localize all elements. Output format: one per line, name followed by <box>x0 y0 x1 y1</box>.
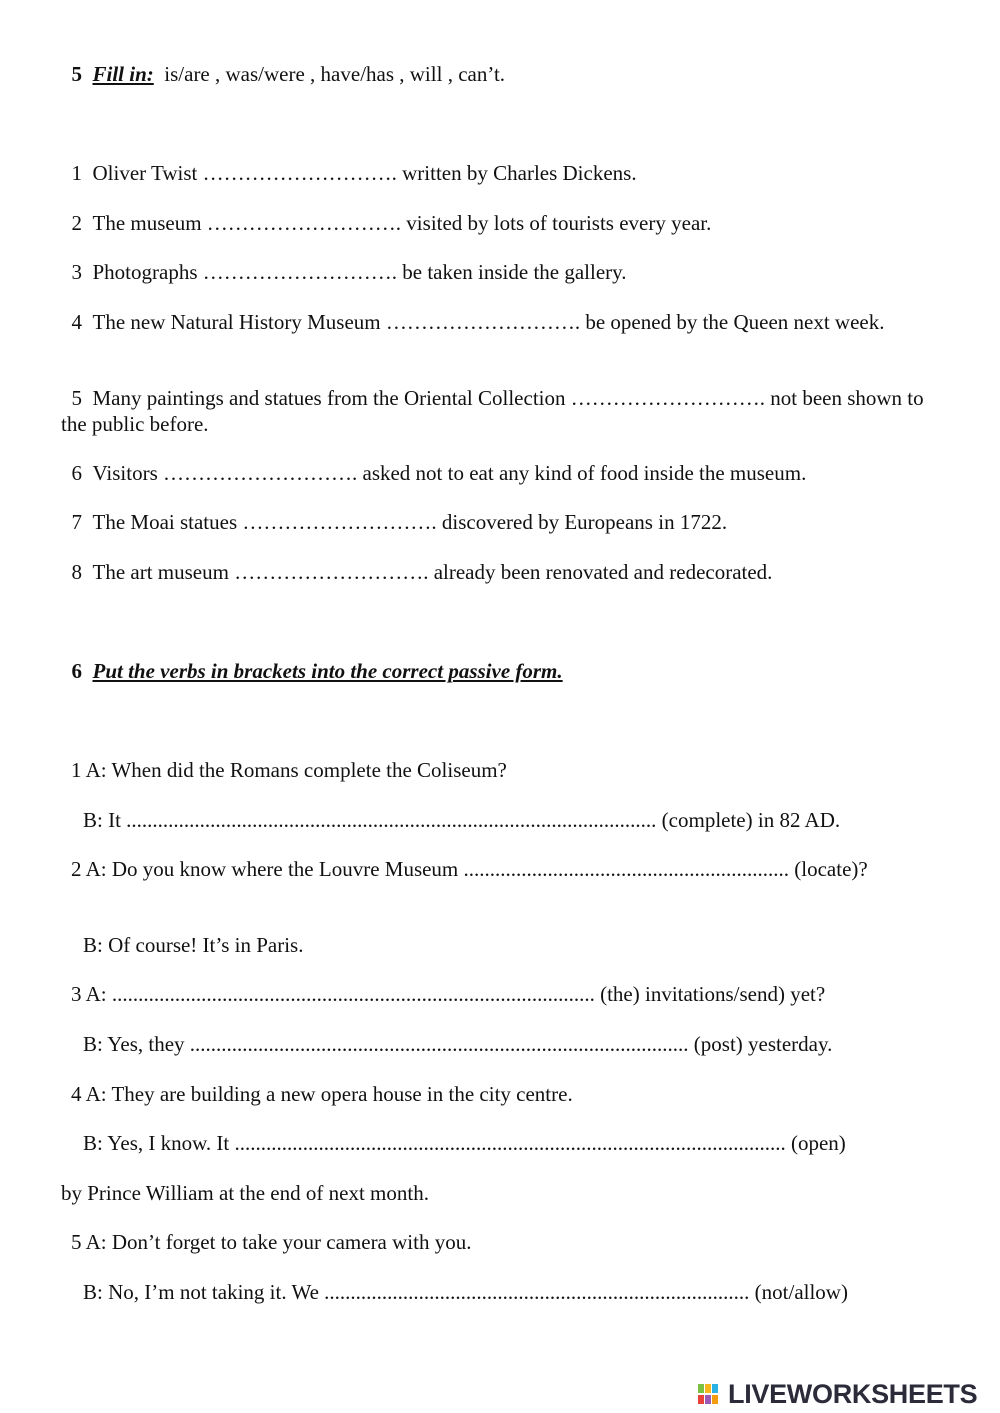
exercise-6-header <box>61 658 930 684</box>
ex5-item-number: 3 <box>71 260 82 284</box>
ex5-item <box>61 460 930 486</box>
ex5-item-number: 8 <box>71 560 82 584</box>
ex6-line: B: It ..................................................................................................... (complete) in 82 AD. <box>83 808 841 832</box>
ex6-line: B: Of course! It’s in Paris. <box>83 933 304 957</box>
ex6-line: B: Yes, they ............................................................................................... (post) yesterday. <box>83 1032 833 1056</box>
exercise-5-options: is/are , was/were , have/has , will , can’t. <box>164 62 506 86</box>
exercise-5-number: 5 <box>71 62 82 86</box>
ex6-line: 1 A: When did the Romans complete the Coliseum? <box>71 758 507 782</box>
ex5-item-text: Oliver Twist ………………………. written by Charles Dickens. <box>92 161 637 185</box>
exercise-5-header <box>61 61 930 87</box>
ex5-item-text: The art museum ………………………. already been renovated and redecorated. <box>92 560 773 584</box>
ex5-item-number: 5 <box>71 386 82 410</box>
ex5-item <box>61 309 930 335</box>
exercise-6-title: Put the verbs in brackets into the correct passive form. <box>92 659 563 683</box>
ex6-line: B: Yes, I know. It ......................................................................................................... (open) <box>83 1131 846 1155</box>
liveworksheets-logo-text: LIVEWORKSHEETS <box>728 1378 978 1409</box>
liveworksheets-logo-icon <box>698 1382 726 1406</box>
ex6-line: B: No, I’m not taking it. We ................................................................................. (not/allow) <box>83 1280 848 1304</box>
ex5-item-number: 2 <box>71 211 82 235</box>
ex5-item <box>61 509 930 535</box>
ex5-item-text: Photographs ………………………. be taken inside the gallery. <box>92 260 627 284</box>
exercise-6-number: 6 <box>71 659 82 683</box>
ex5-item-number: 4 <box>71 310 82 334</box>
ex5-item <box>61 259 930 285</box>
ex5-item-text: The museum ………………………. visited by lots of tourists every year. <box>92 211 712 235</box>
ex5-item-number: 1 <box>71 161 82 185</box>
ex5-item-text: Visitors ………………………. asked not to eat any kind of food inside the museum. <box>92 461 807 485</box>
ex6-line: 3 A: ............................................................................................ (the) invitations/send) yet? <box>71 982 826 1006</box>
ex5-item-number: 6 <box>71 461 82 485</box>
liveworksheets-watermark <box>698 1378 977 1410</box>
ex5-item <box>61 160 930 186</box>
ex5-item <box>61 385 930 437</box>
ex6-line: 5 A: Don’t forget to take your camera with you. <box>71 1230 472 1254</box>
ex6-line: 4 A: They are building a new opera house in the city centre. <box>71 1082 573 1106</box>
ex6-line: 2 A: Do you know where the Louvre Museum .............................................................. (locate)? <box>71 857 868 881</box>
ex5-item-number: 7 <box>71 510 82 534</box>
exercise-5-title: Fill in: <box>92 62 154 86</box>
ex5-item-text: The Moai statues ………………………. discovered by Europeans in 1722. <box>92 510 728 534</box>
ex5-item <box>61 559 930 585</box>
ex5-item-text: The new Natural History Museum ………………………. be opened by the Queen next week. <box>92 310 885 334</box>
ex5-item-text: Many paintings and statues from the Oriental Collection ………………………. not been shown to the public before. <box>61 386 924 436</box>
ex5-item <box>61 210 930 236</box>
ex6-line: by Prince William at the end of next month. <box>61 1181 429 1205</box>
